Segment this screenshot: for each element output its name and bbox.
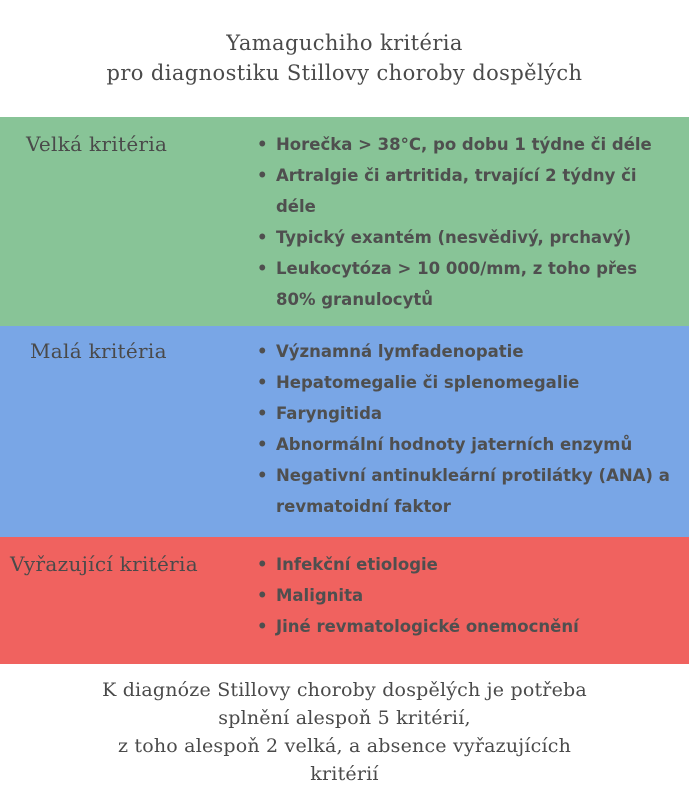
title-line-2: pro diagnostiku Stillovy choroby dospělých	[106, 61, 583, 85]
list-item	[257, 222, 682, 253]
list-item	[257, 160, 682, 222]
page-title	[0, 28, 689, 88]
bullet-icon: •	[257, 466, 268, 485]
diagnosis-note	[0, 676, 689, 788]
exclusion-criteria-heading: Vyřazující kritéria	[10, 552, 198, 576]
list-item	[257, 460, 682, 522]
minor-criteria-list	[257, 336, 682, 522]
footer-line-3: z toho alespoň 2 velká, a absence vyřazujících	[117, 735, 572, 757]
list-item-text: Leukocytóza > 10 000/mm, z toho přes 80% granulocytů	[276, 259, 638, 309]
list-item-text: Malignita	[276, 586, 364, 605]
exclusion-criteria-list	[257, 549, 682, 642]
list-item-text: Hepatomegalie či splenomegalie	[276, 373, 580, 392]
bullet-icon: •	[257, 135, 268, 154]
exclusion-criteria-section	[0, 537, 689, 664]
list-item-text: Horečka > 38°C, po dobu 1 týdne či déle	[276, 135, 652, 154]
large-criteria-list	[257, 129, 682, 315]
list-item	[257, 429, 682, 460]
minor-criteria-heading: Malá kritéria	[30, 339, 167, 363]
bullet-icon: •	[257, 586, 268, 605]
footer-line-1: K diagnóze Stillovy choroby dospělých je potřeba	[102, 679, 587, 701]
bullet-icon: •	[257, 435, 268, 454]
large-criteria-section	[0, 117, 689, 326]
bullet-icon: •	[257, 617, 268, 636]
bullet-icon: •	[257, 228, 268, 247]
list-item-text: Typický exantém (nesvědivý, prchavý)	[276, 228, 632, 247]
large-criteria-heading: Velká kritéria	[26, 132, 168, 156]
list-item-text: Významná lymfadenopatie	[276, 342, 524, 361]
footer-line-4: kritérií	[310, 763, 379, 785]
list-item	[257, 580, 682, 611]
list-item	[257, 336, 682, 367]
list-item-text: Faryngitida	[276, 404, 383, 423]
bullet-icon: •	[257, 166, 268, 185]
minor-criteria-section	[0, 326, 689, 537]
title-line-1: Yamaguchiho kritéria	[226, 31, 463, 55]
list-item	[257, 129, 682, 160]
list-item	[257, 253, 682, 315]
bullet-icon: •	[257, 404, 268, 423]
list-item-text: Jiné revmatologické onemocnění	[276, 617, 579, 636]
list-item	[257, 398, 682, 429]
list-item-text: Artralgie či artritida, trvající 2 týdny či déle	[276, 166, 637, 216]
list-item-text: Infekční etiologie	[276, 555, 438, 574]
bullet-icon: •	[257, 259, 268, 278]
list-item	[257, 549, 682, 580]
bullet-icon: •	[257, 373, 268, 392]
footer-line-2: splnění alespoň 5 kritérií,	[218, 707, 471, 729]
list-item	[257, 367, 682, 398]
list-item-text: Negativní antinukleární protilátky (ANA) a revmatoidní faktor	[276, 466, 670, 516]
bullet-icon: •	[257, 555, 268, 574]
list-item-text: Abnormální hodnoty jaterních enzymů	[276, 435, 633, 454]
bullet-icon: •	[257, 342, 268, 361]
list-item	[257, 611, 682, 642]
